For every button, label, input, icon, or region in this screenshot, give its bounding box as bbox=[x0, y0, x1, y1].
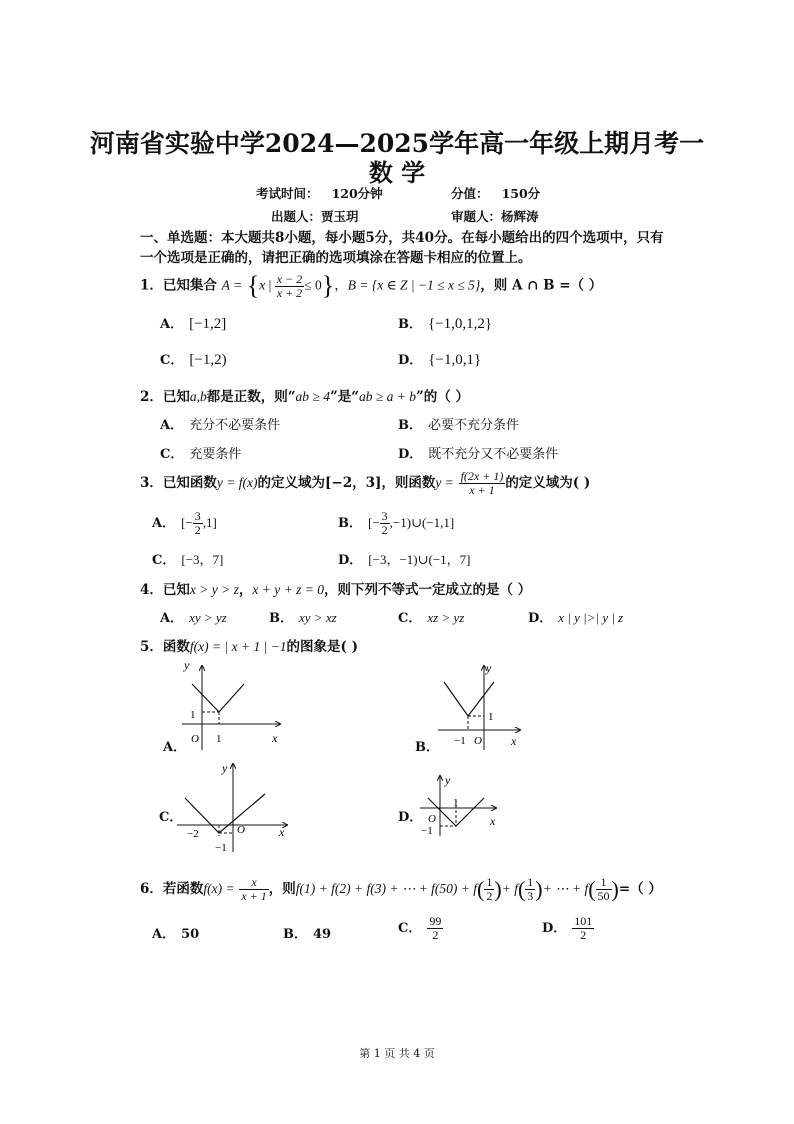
q5-fx: f(x) = | x + 1 | −1 bbox=[189, 639, 287, 654]
q1-option-d-label: D． bbox=[398, 353, 423, 368]
q6-option-b[interactable] bbox=[283, 923, 337, 942]
exam-time bbox=[256, 184, 383, 202]
axis-y-label: y bbox=[486, 661, 492, 675]
q4-cond2: x + y + z = 0 bbox=[252, 582, 324, 597]
q6-option-c-frac: $\frac{99}{2}$ bbox=[429, 914, 442, 942]
subject-title: 数 学 bbox=[368, 158, 426, 187]
q6-sum-a: f(1) + f(2) + f(3) + ⋯ + f(50) + f bbox=[295, 881, 478, 896]
axis-y-label: y bbox=[222, 761, 228, 775]
q6-fx-num: x bbox=[239, 876, 268, 890]
q5-option-c-label[interactable]: C． bbox=[159, 810, 183, 825]
graph-line bbox=[444, 682, 494, 716]
q6-fx-lhs: f(x) = bbox=[203, 881, 235, 896]
q3-text-b: 的定义域为[−2，3]，则函数 bbox=[257, 475, 436, 491]
axis-y-label: y bbox=[445, 773, 451, 787]
section-instruction-2: 一个选项是正确的，请把正确的选项填涂在答题卡相应的位置上。 bbox=[140, 250, 532, 266]
q6-half-2: $\frac{1}{3}$ bbox=[527, 875, 534, 903]
q4-option-c-label: C． bbox=[398, 611, 422, 626]
q6-sum-b: + f bbox=[501, 881, 518, 896]
tick-label: 1 bbox=[453, 797, 459, 809]
reviewer-label: 审题人： bbox=[451, 209, 502, 224]
q3-option-c[interactable] bbox=[152, 549, 223, 568]
q1-option-c-text: [−1,2) bbox=[189, 352, 227, 368]
q1-option-b-text: {−1,0,1,2} bbox=[428, 316, 493, 332]
q4-option-d-label: D． bbox=[528, 611, 553, 626]
axis-x-label: x bbox=[511, 734, 517, 748]
q2-option-d-text: 既不充分又不必要条件 bbox=[428, 447, 559, 462]
q6-option-d-frac: $\frac{101}{2}$ bbox=[574, 914, 593, 942]
tick-label: 1 bbox=[216, 733, 222, 745]
q1-option-a[interactable] bbox=[160, 313, 226, 333]
q3-option-b[interactable] bbox=[338, 510, 454, 537]
q2-option-c-text: 充要条件 bbox=[189, 447, 242, 462]
q3-y-eq: y = bbox=[435, 475, 454, 490]
q3-option-a-pre: [− bbox=[181, 515, 193, 530]
tick-label: −1 bbox=[421, 825, 433, 837]
q4-sep: ， bbox=[238, 582, 253, 598]
tick-label: 1 bbox=[488, 711, 494, 723]
q3-option-b-label: B． bbox=[338, 516, 362, 531]
q1-suffix: ，则 A ∩ B =（ ） bbox=[480, 277, 603, 294]
q2-option-c[interactable] bbox=[160, 443, 241, 462]
q2-option-b-text: 必要不充分条件 bbox=[428, 418, 520, 433]
exam-title: 河南省实验中学2024—2025学年高一年级上期月考一 bbox=[89, 129, 705, 158]
q1-right-brace: } bbox=[321, 271, 335, 300]
q3-option-b-frac bbox=[380, 510, 390, 537]
q1-prefix: 1．已知集合 bbox=[140, 277, 217, 294]
origin-label: O bbox=[237, 824, 245, 836]
q1-option-a-text: [−1,2] bbox=[189, 316, 227, 332]
q3-option-c-text: [−3，7] bbox=[181, 552, 224, 567]
q1-set-a-lhs: A = bbox=[221, 277, 243, 293]
q5-graph-c[interactable] bbox=[175, 758, 297, 854]
q1-left-brace: { bbox=[246, 271, 260, 300]
q3-option-d[interactable] bbox=[338, 549, 471, 568]
origin-label: O bbox=[428, 813, 436, 825]
q6-sum-end: =（ ） bbox=[618, 881, 662, 897]
q1-frac-den: x + 2 bbox=[276, 285, 303, 300]
q2-option-b[interactable] bbox=[398, 414, 519, 433]
q5-option-d-label[interactable]: D． bbox=[398, 810, 423, 825]
q6-half-3: $\frac{1}{50}$ bbox=[597, 875, 610, 903]
q3-text-a: 3．已知函数 bbox=[140, 475, 217, 491]
tick-label: −1 bbox=[215, 842, 227, 854]
q1-option-b-label: B． bbox=[398, 317, 422, 332]
q2-ab: a,b bbox=[189, 389, 207, 404]
q1-option-c-label: C． bbox=[160, 353, 184, 368]
q1-set-b: B = {x ∈ Z | −1 ≤ x ≤ 5} bbox=[347, 277, 481, 293]
author-label: 出题人： bbox=[271, 209, 322, 224]
q3-option-b-post: ,−1)∪(−1,1] bbox=[389, 515, 455, 530]
question-1: 1．已知集合 A = {x | $\frac{x - 2}{x + 2}$ ≤ 0}，B = {x ∈ Z | −1 ≤ x ≤ 5}，则 A ∩ B =（ ） bbox=[140, 271, 603, 300]
q1-frac-num: x − 2 bbox=[276, 271, 303, 286]
q3-option-b-den: 2 bbox=[381, 523, 388, 537]
q3-option-a-label: A． bbox=[152, 516, 176, 531]
question-4 bbox=[140, 578, 531, 598]
exam-time-value: 120分钟 bbox=[331, 186, 383, 201]
q4-text-a: 4．已知 bbox=[140, 582, 190, 598]
q6-option-d[interactable] bbox=[542, 915, 594, 942]
exam-reviewer bbox=[451, 207, 539, 225]
q2-cond1: ab ≥ 4 bbox=[295, 389, 330, 404]
section-instruction-1: 一、单选题：本大题共8小题，每小题5分，共40分。在每小题给出的四个选项中，只有 bbox=[140, 230, 664, 246]
q6-sum-c: + ⋯ + f bbox=[542, 881, 589, 896]
q3-option-d-text: [−3，−1)∪(−1，7] bbox=[368, 552, 471, 567]
q4-option-b-text: xy > xz bbox=[299, 610, 337, 625]
q3-option-a[interactable] bbox=[152, 510, 217, 537]
q5-graph-a[interactable] bbox=[178, 660, 288, 752]
q6-option-a-text: 50 bbox=[181, 927, 200, 942]
q6-text-b: ，则 bbox=[268, 881, 296, 897]
exam-score-label: 分值： bbox=[451, 186, 489, 201]
exam-author bbox=[271, 207, 359, 225]
q2-text-b: 都是正数，则“ bbox=[206, 389, 296, 405]
q5-text-a: 5．函数 bbox=[140, 639, 190, 655]
q4-option-c-text: xz > yz bbox=[427, 610, 465, 625]
q6-option-a-label: A． bbox=[152, 927, 176, 942]
exam-score-value: 150分 bbox=[501, 186, 541, 201]
axis-x-label: x bbox=[490, 814, 496, 828]
q4-option-a-label: A． bbox=[160, 611, 184, 626]
q2-option-d[interactable] bbox=[398, 443, 558, 462]
q6-half-1: $\frac{1}{2}$ bbox=[486, 875, 493, 903]
q5-option-a-label[interactable]: A． bbox=[163, 740, 187, 755]
q2-option-a[interactable] bbox=[160, 414, 280, 433]
q2-option-a-label: A． bbox=[160, 418, 184, 433]
q1-set-a-fraction bbox=[275, 273, 304, 300]
q1-option-c[interactable] bbox=[160, 349, 227, 369]
q2-option-c-label: C． bbox=[160, 447, 184, 462]
q3-frac-num: f(2x + 1) bbox=[460, 469, 504, 483]
q6-option-c[interactable] bbox=[398, 915, 443, 942]
q6-option-a[interactable] bbox=[152, 923, 205, 942]
q1-option-d-text: {−1,0,1} bbox=[428, 352, 482, 368]
q6-option-b-label: B． bbox=[283, 927, 307, 942]
q6-option-b-text: 49 bbox=[313, 927, 332, 942]
tick-label: −1 bbox=[454, 735, 466, 747]
q1-set-a-var: x bbox=[259, 277, 266, 293]
q3-fx: y = f(x) bbox=[216, 475, 258, 490]
q2-option-a-text: 充分不必要条件 bbox=[189, 418, 281, 433]
origin-label: O bbox=[191, 733, 199, 745]
q5-graph-d[interactable] bbox=[418, 770, 504, 842]
q2-text-c: ”是“ bbox=[329, 389, 359, 405]
q4-option-a[interactable] bbox=[160, 607, 227, 626]
q4-option-d[interactable] bbox=[528, 607, 623, 626]
q4-option-c[interactable] bbox=[398, 607, 464, 626]
q2-option-b-label: B． bbox=[398, 418, 422, 433]
tick-label: 1 bbox=[190, 709, 196, 721]
q3-option-b-num: 3 bbox=[381, 509, 388, 523]
axis-y-label: y bbox=[184, 660, 190, 672]
page-footer: 第 1 页 共 4 页 bbox=[359, 1047, 435, 1060]
q3-option-a-den: 2 bbox=[194, 523, 201, 537]
origin-label: O bbox=[474, 735, 482, 747]
q3-option-a-num: 3 bbox=[194, 509, 201, 523]
q4-text-b: ，则下列不等式一定成立的是（ ） bbox=[323, 582, 532, 598]
reviewer-value: 杨辉涛 bbox=[501, 209, 539, 224]
q4-cond1: x > y > z bbox=[189, 582, 239, 597]
q3-frac-den: x + 1 bbox=[469, 483, 495, 497]
q2-option-d-label: D． bbox=[398, 447, 423, 462]
q3-fraction bbox=[459, 470, 506, 497]
q6-fx-fraction bbox=[239, 876, 268, 903]
q3-text-c: 的定义域为( ) bbox=[505, 475, 591, 491]
q1-option-d[interactable] bbox=[398, 349, 481, 369]
q6-option-d-label: D． bbox=[542, 921, 567, 936]
tick-label: −2 bbox=[187, 828, 199, 840]
q4-option-a-text: xy > yz bbox=[189, 610, 227, 625]
q5-graph-b[interactable] bbox=[436, 660, 526, 752]
q1-set-a-cond: ≤ 0 bbox=[304, 277, 322, 293]
exam-time-label: 考试时间： bbox=[256, 186, 319, 201]
q6-option-c-label: C． bbox=[398, 921, 422, 936]
question-5 bbox=[140, 635, 358, 655]
q6-text-a: 6．若函数 bbox=[140, 881, 204, 897]
question-2 bbox=[140, 385, 469, 405]
q4-option-b-label: B． bbox=[269, 611, 293, 626]
q3-option-c-label: C． bbox=[152, 553, 176, 568]
q3-option-d-label: D． bbox=[338, 553, 363, 568]
q6-fx-den: x + 1 bbox=[241, 889, 267, 903]
graph-line bbox=[192, 684, 244, 712]
question-6: 6．若函数f(x) = $\frac{x}{x + 1}$ ，则f(1) + f(2) + f(3) + ⋯ + f(50) + f( $\frac{1}{2}$ )+ f( $\frac{1}{3}$ )+ ⋯ + f( $\frac{1}{50}$ )=（ ） bbox=[140, 875, 662, 903]
q5-text-b: 的图象是( ) bbox=[286, 639, 358, 655]
axis-x-label: x bbox=[279, 825, 285, 839]
q2-text-a: 2．已知 bbox=[140, 389, 190, 405]
axis-x-label: x bbox=[272, 731, 278, 745]
q3-option-a-frac bbox=[193, 510, 203, 537]
exam-score bbox=[451, 184, 540, 202]
q4-option-d-text: x | y |>| y | z bbox=[558, 610, 624, 625]
author-value: 贾玉玥 bbox=[321, 209, 359, 224]
q3-option-b-pre: [− bbox=[368, 515, 380, 530]
q3-option-a-post: ,1] bbox=[202, 515, 217, 530]
q2-cond2: ab ≥ a + b bbox=[359, 389, 417, 404]
q1-option-b[interactable] bbox=[398, 313, 492, 333]
q4-option-b[interactable] bbox=[269, 607, 337, 626]
q1-option-a-label: A． bbox=[160, 317, 184, 332]
question-3 bbox=[140, 470, 590, 497]
q2-text-d: ”的（ ） bbox=[416, 389, 469, 405]
q5-option-b-label[interactable]: B． bbox=[415, 740, 439, 755]
